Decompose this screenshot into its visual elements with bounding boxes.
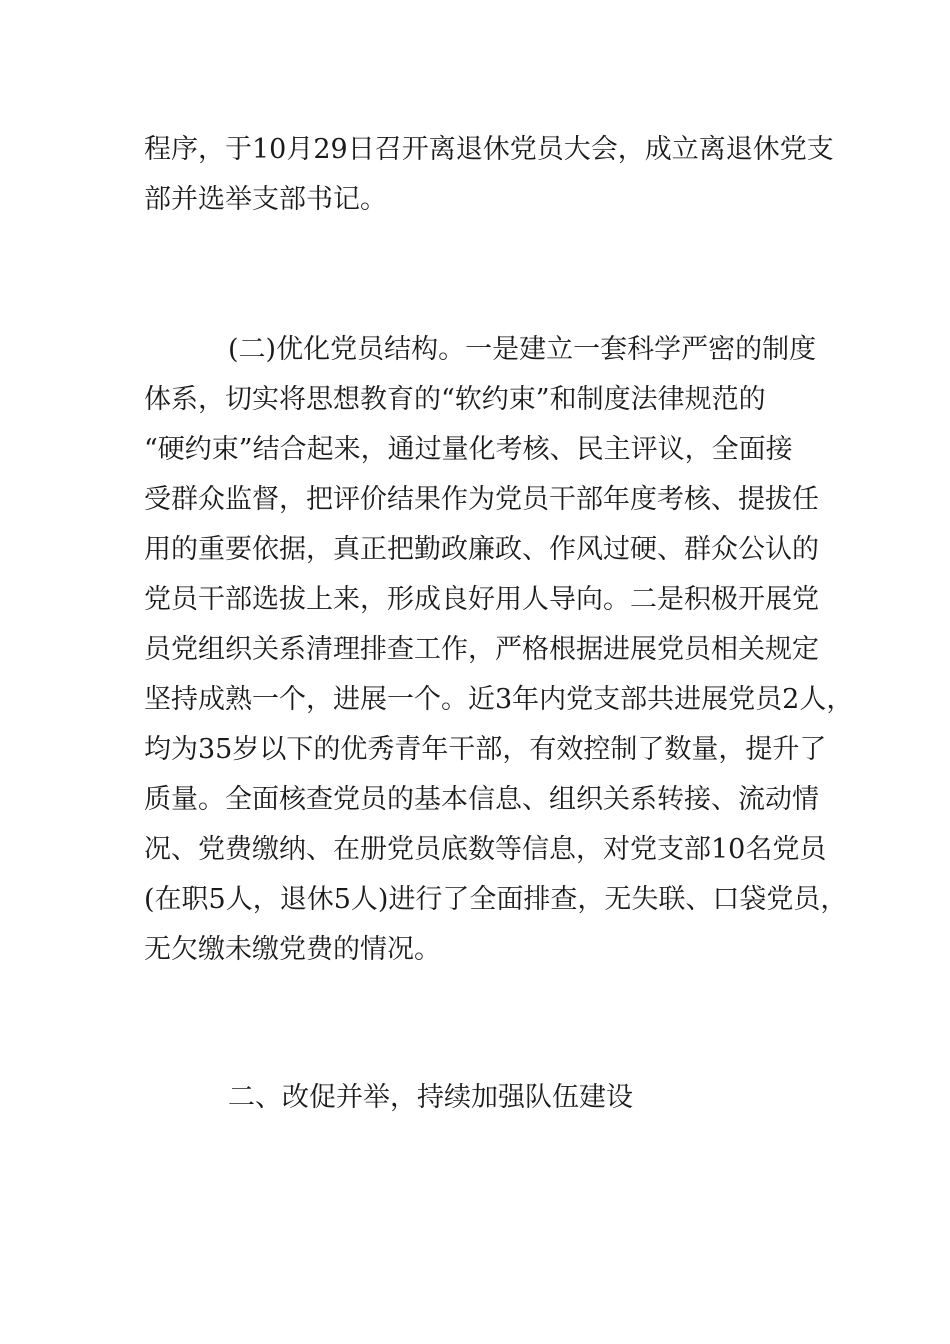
paragraph-line: 用的重要依据，真正把勤政廉政、作风过硬、群众公认的: [144, 534, 819, 565]
paragraph-line: 质量。全面核查党员的基本信息、组织关系转接、流动情: [144, 784, 819, 815]
paragraph-line: 受群众监督，把评价结果作为党员干部年度考核、提拔任: [144, 484, 819, 515]
paragraph-line: 党员干部选拔上来，形成良好用人导向。二是积极开展党: [144, 584, 819, 615]
paragraph-line: 体系，切实将思想教育的“软约束”和制度法律规范的: [144, 384, 766, 415]
paragraph-line: 均为35岁以下的优秀青年干部，有效控制了数量，提升了: [144, 734, 827, 765]
paragraph-line: 坚持成熟一个，进展一个。近3年内党支部共进展党员2人，: [144, 684, 854, 715]
paragraph-line: “硬约束”结合起来，通过量化考核、民主评议，全面接: [144, 434, 793, 465]
paragraph-line: 无欠缴未缴党费的情况。: [144, 934, 441, 965]
paragraph-line: 程序，于10月29日召开离退休党员大会，成立离退休党支: [144, 134, 834, 165]
paragraph-line: 员党组织关系清理排查工作，严格根据进展党员相关规定: [144, 634, 819, 665]
paragraph-line: (二)优化党员结构。一是建立一套科学严密的制度: [228, 334, 817, 365]
paragraph-line: 况、党费缴纳、在册党员底数等信息，对党支部10名党员: [144, 834, 827, 865]
paragraph-line: 部并选举支部书记。: [144, 184, 387, 215]
section-heading: 二、改促并举，持续加强队伍建设: [228, 1082, 633, 1113]
paragraph-line: (在职5人，退休5人)进行了全面排查，无失联、口袋党员，: [144, 884, 848, 915]
